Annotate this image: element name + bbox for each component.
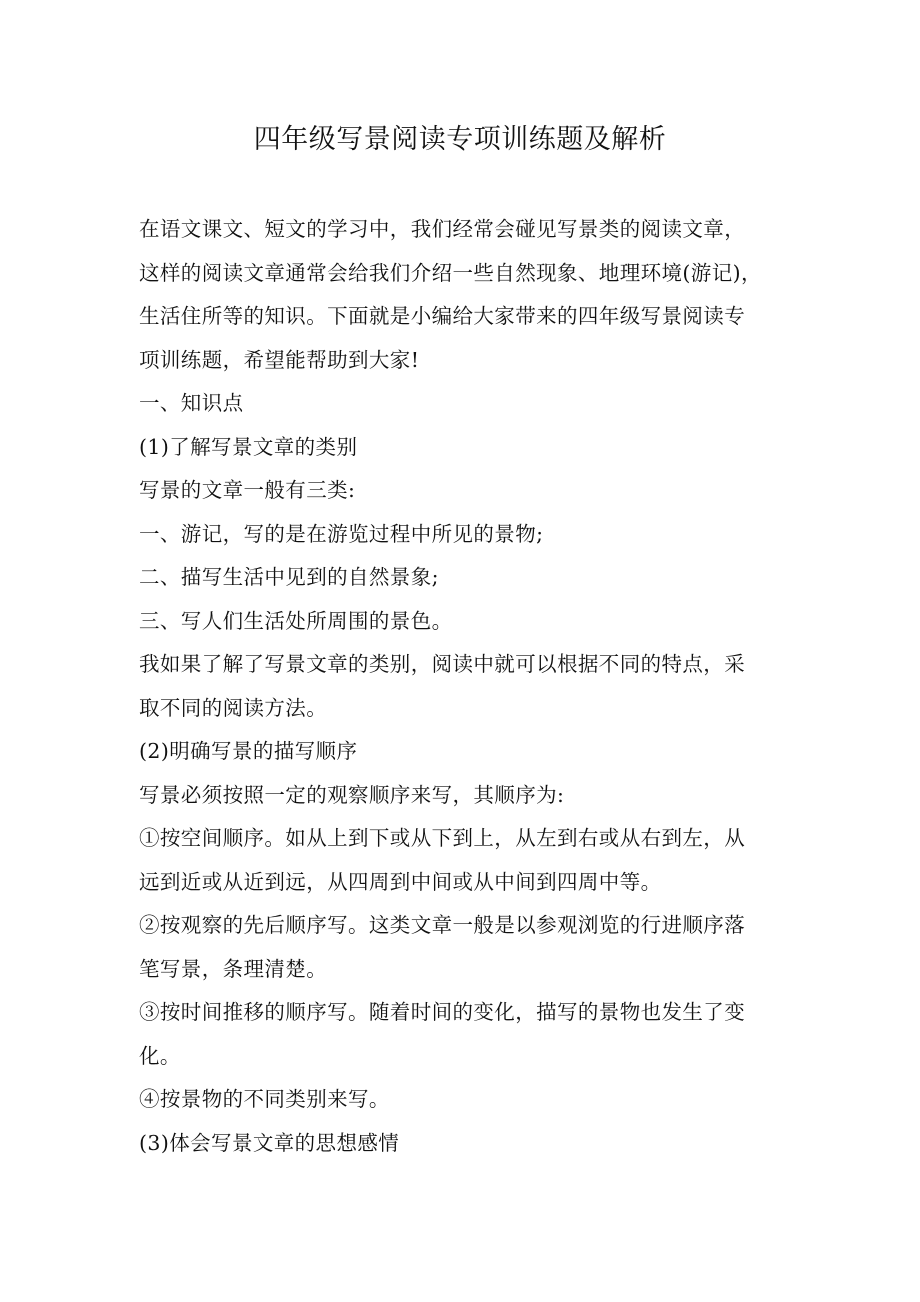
text-line: 在语文课文、短文的学习中，我们经常会碰见写景类的阅读文章， <box>139 217 746 241</box>
text-line: 笔写景，条理清楚。 <box>139 956 328 981</box>
text-line: 我如果了解了写景文章的类别，阅读中就可以根据不同的特点，采 <box>139 652 746 676</box>
subsection-heading: (2)明确写景的描写顺序 <box>139 739 358 763</box>
text-line: 项训练题，希望能帮助到大家! <box>139 347 420 372</box>
text-line: 取不同的阅读方法。 <box>139 695 328 720</box>
subsection-heading: (3)体会写景文章的思想感情 <box>139 1130 400 1155</box>
text-line: 远到近或从近到远，从四周到中间或从中间到四周中等。 <box>139 869 662 894</box>
list-item: ④按景物的不同类别来写。 <box>139 1087 390 1111</box>
page-title: 四年级写景阅读专项训练题及解析 <box>253 124 667 155</box>
list-item: ①按空间顺序。如从上到下或从下到上，从左到右或从右到左，从 <box>139 826 746 850</box>
list-item: 一、游记，写的是在游览过程中所见的景物; <box>139 521 544 546</box>
list-item: 二、描写生活中见到的自然景象; <box>139 565 439 589</box>
subsection-heading: (1)了解写景文章的类别 <box>139 434 358 459</box>
list-item: ②按观察的先后顺序写。这类文章一般是以参观浏览的行进顺序落 <box>139 913 746 937</box>
text-line: 化。 <box>139 1043 181 1068</box>
section-heading: 一、知识点 <box>139 391 244 415</box>
document-body <box>139 208 779 1165</box>
list-item: 三、写人们生活处所周围的景色。 <box>139 608 453 633</box>
list-item: ③按时间推移的顺序写。随着时间的变化，描写的景物也发生了变 <box>139 1000 746 1024</box>
text-line: 写景的文章一般有三类: <box>139 478 356 502</box>
text-line: 写景必须按照一定的观察顺序来写，其顺序为: <box>139 782 565 807</box>
text-line: 生活住所等的知识。下面就是小编给大家带来的四年级写景阅读专 <box>139 304 746 328</box>
text-line: 这样的阅读文章通常会给我们介绍一些自然现象、地理环境(游记)， <box>139 260 762 285</box>
